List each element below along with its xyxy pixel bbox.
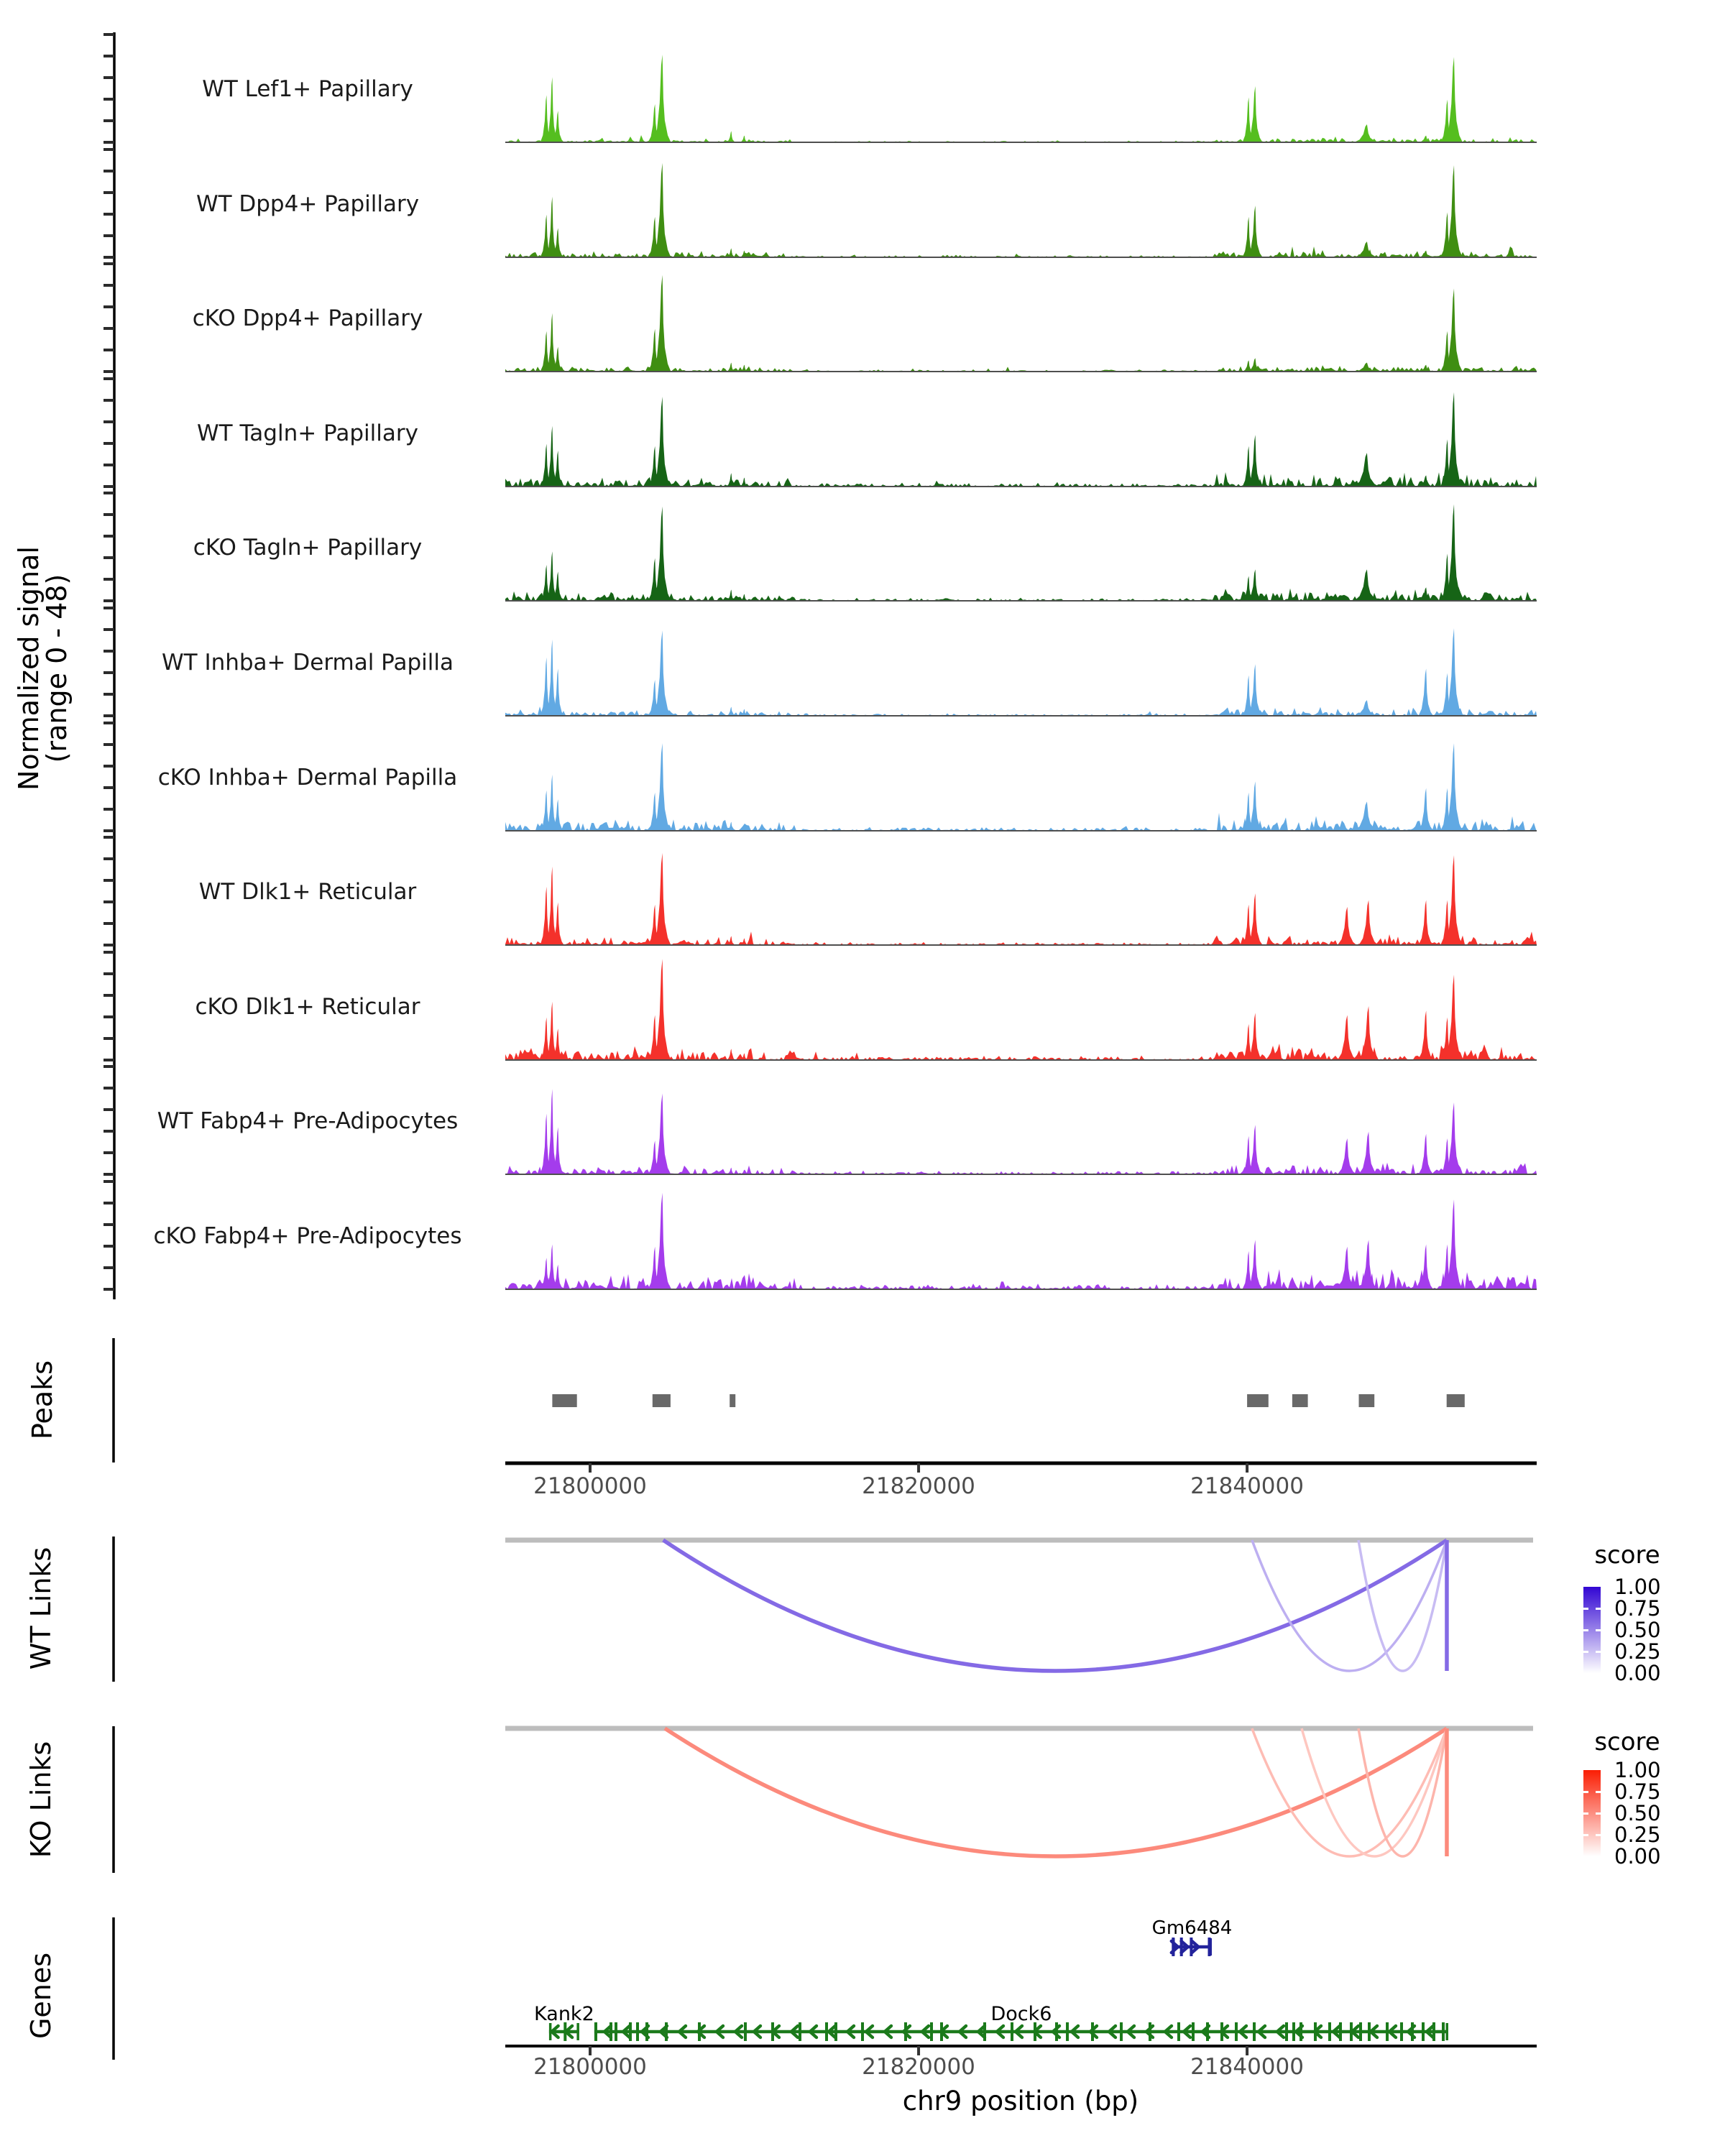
peak-interval-box	[1292, 1394, 1308, 1407]
track-label-9: WT Fabp4+ Pre-Adipocytes	[157, 1108, 459, 1134]
ko-links-legend-colorbar	[1583, 1770, 1601, 1856]
gene-exon-Dock6	[1177, 2022, 1180, 2041]
peak-interval-box	[1359, 1394, 1375, 1407]
wt-links-legend-title: score	[1594, 1541, 1660, 1570]
wt-link-arc	[663, 1540, 1447, 1671]
signal-peak-3	[1354, 453, 1379, 487]
gene-name-Kank2: Kank2	[534, 2003, 594, 2025]
gene-end-bar	[1446, 2023, 1449, 2040]
signal-peak-0	[1354, 124, 1379, 142]
signal-peak-1	[1354, 241, 1379, 257]
x-tick-label-21840000: 21840000	[1190, 1473, 1304, 1499]
peak-interval-box	[730, 1394, 735, 1407]
legend-tick-notch	[1583, 1812, 1588, 1815]
x-tick-label-21820000: 21820000	[862, 1473, 975, 1499]
signal-peak-8	[727, 1049, 736, 1060]
wt-links-legend-colorbar	[1583, 1587, 1601, 1673]
gene-exon-Dock6	[1120, 2022, 1123, 2041]
signal-peak-7	[1419, 900, 1434, 946]
signal-peak-10	[1359, 1240, 1378, 1289]
wt-legend-value-0.25: 0.25	[1614, 1639, 1661, 1664]
track-label-2: cKO Dpp4+ Papillary	[192, 305, 423, 331]
legend-tick-notch	[1583, 1608, 1588, 1610]
track-label-8: cKO Dlk1+ Reticular	[195, 994, 420, 1020]
wt-legend-value-0.50: 0.50	[1614, 1618, 1661, 1642]
peak-interval-box	[1247, 1394, 1269, 1407]
ko-legend-value-0.25: 0.25	[1614, 1823, 1661, 1847]
legend-tick-notch	[1596, 1608, 1601, 1610]
signal-peak-7	[1359, 900, 1378, 946]
peak-interval-box	[552, 1394, 576, 1407]
signal-peak-5	[1419, 668, 1434, 716]
x-axis-title: chr9 position (bp)	[902, 2086, 1139, 2116]
gene-name-Gm6484: Gm6484	[1151, 1917, 1233, 1939]
gene-exon-Dock6	[930, 2022, 933, 2041]
track-label-0: WT Lef1+ Papillary	[202, 76, 413, 102]
x-tick-label-21840000: 21840000	[1190, 2054, 1304, 2080]
gene-end-bar	[576, 2023, 579, 2040]
ko-legend-value-0.50: 0.50	[1614, 1801, 1661, 1825]
track-label-10: cKO Fabp4+ Pre-Adipocytes	[153, 1223, 462, 1249]
gene-exon-Dock6	[1149, 2022, 1151, 2041]
wt-legend-value-0.00: 0.00	[1614, 1661, 1661, 1685]
peak-interval-box	[1447, 1394, 1465, 1407]
wt-legend-value-1.00: 1.00	[1614, 1575, 1661, 1599]
track-label-3: WT Tagln+ Papillary	[197, 420, 418, 446]
gene-exon-Dock6	[1400, 2022, 1403, 2041]
gene-exon-Dock6	[1055, 2022, 1058, 2041]
wt-link-arc	[1358, 1540, 1447, 1671]
x-tick-label-21820000: 21820000	[862, 2054, 975, 2080]
legend-tick-notch	[1596, 1791, 1601, 1793]
gene-exon-Dock6	[1066, 2022, 1069, 2041]
gene-exon-Gm6484	[1208, 1938, 1211, 1956]
genes-section-label: Genes	[25, 1952, 57, 2040]
ko-legend-value-1.00: 1.00	[1614, 1758, 1661, 1782]
gene-exon-Dock6	[1253, 2022, 1256, 2041]
signal-peak-9	[1419, 1134, 1434, 1174]
x-tick-label-21800000: 21800000	[533, 1473, 647, 1499]
gene-name-Dock6: Dock6	[990, 2003, 1052, 2025]
gene-exon-Dock6	[861, 2022, 864, 2041]
gene-exon-Dock6	[1422, 2022, 1425, 2041]
peak-interval-box	[653, 1394, 671, 1407]
wt-legend-value-0.75: 0.75	[1614, 1596, 1661, 1621]
track-label-4: cKO Tagln+ Papillary	[193, 535, 423, 561]
legend-tick-notch	[1596, 1812, 1601, 1815]
gene-exon-Dock6	[594, 2022, 597, 2041]
legend-tick-notch	[1583, 1791, 1588, 1793]
legend-tick-notch	[1596, 1651, 1601, 1653]
track-label-7: WT Dlk1+ Reticular	[198, 879, 417, 905]
legend-tick-notch	[1583, 1651, 1588, 1653]
signal-peak-0	[727, 131, 736, 142]
wt-links-section-label: WT Links	[25, 1547, 57, 1670]
track-label-6: cKO Inhba+ Dermal Papilla	[157, 765, 458, 791]
track-label-1: WT Dpp4+ Papillary	[196, 191, 420, 217]
ko-legend-value-0.75: 0.75	[1614, 1779, 1661, 1804]
signal-peak-8	[1419, 1010, 1434, 1060]
legend-tick-notch	[1583, 1834, 1588, 1836]
y-axis-title-line1: Normalized signal	[13, 546, 45, 791]
signal-peak-9	[1338, 1138, 1356, 1174]
gene-exon-Dock6	[615, 2022, 617, 2041]
gene-exon-Dock6	[1235, 2022, 1238, 2041]
signal-peak-8	[1338, 1015, 1356, 1061]
x-tick-label-21800000: 21800000	[533, 2054, 647, 2080]
gene-exon-Dock6	[744, 2022, 747, 2041]
legend-tick-notch	[1596, 1629, 1601, 1631]
gene-exon-Dock6	[1328, 2022, 1331, 2041]
legend-tick-notch	[1583, 1629, 1588, 1631]
track-label-5: WT Inhba+ Dermal Papilla	[162, 650, 454, 676]
ko-links-legend-title: score	[1594, 1728, 1660, 1756]
signal-peak-7	[1338, 907, 1356, 945]
gene-exon-Dock6	[1442, 2022, 1445, 2041]
signal-peak-6	[1419, 788, 1434, 831]
ko-legend-value-0.00: 0.00	[1614, 1844, 1661, 1869]
gene-exon-Dock6	[1285, 2022, 1288, 2041]
y-axis-title-line2: (range 0 - 48)	[41, 573, 73, 763]
ko-link-arc	[1302, 1728, 1447, 1856]
peaks-section-label: Peaks	[27, 1360, 58, 1440]
gene-exon-Dock6	[636, 2022, 639, 2041]
legend-tick-notch	[1596, 1834, 1601, 1836]
signal-peak-9	[1359, 1132, 1378, 1174]
ko-link-arc	[665, 1728, 1447, 1856]
gene-exon-Dock6	[1192, 2022, 1195, 2041]
ko-links-section-label: KO Links	[25, 1741, 57, 1858]
